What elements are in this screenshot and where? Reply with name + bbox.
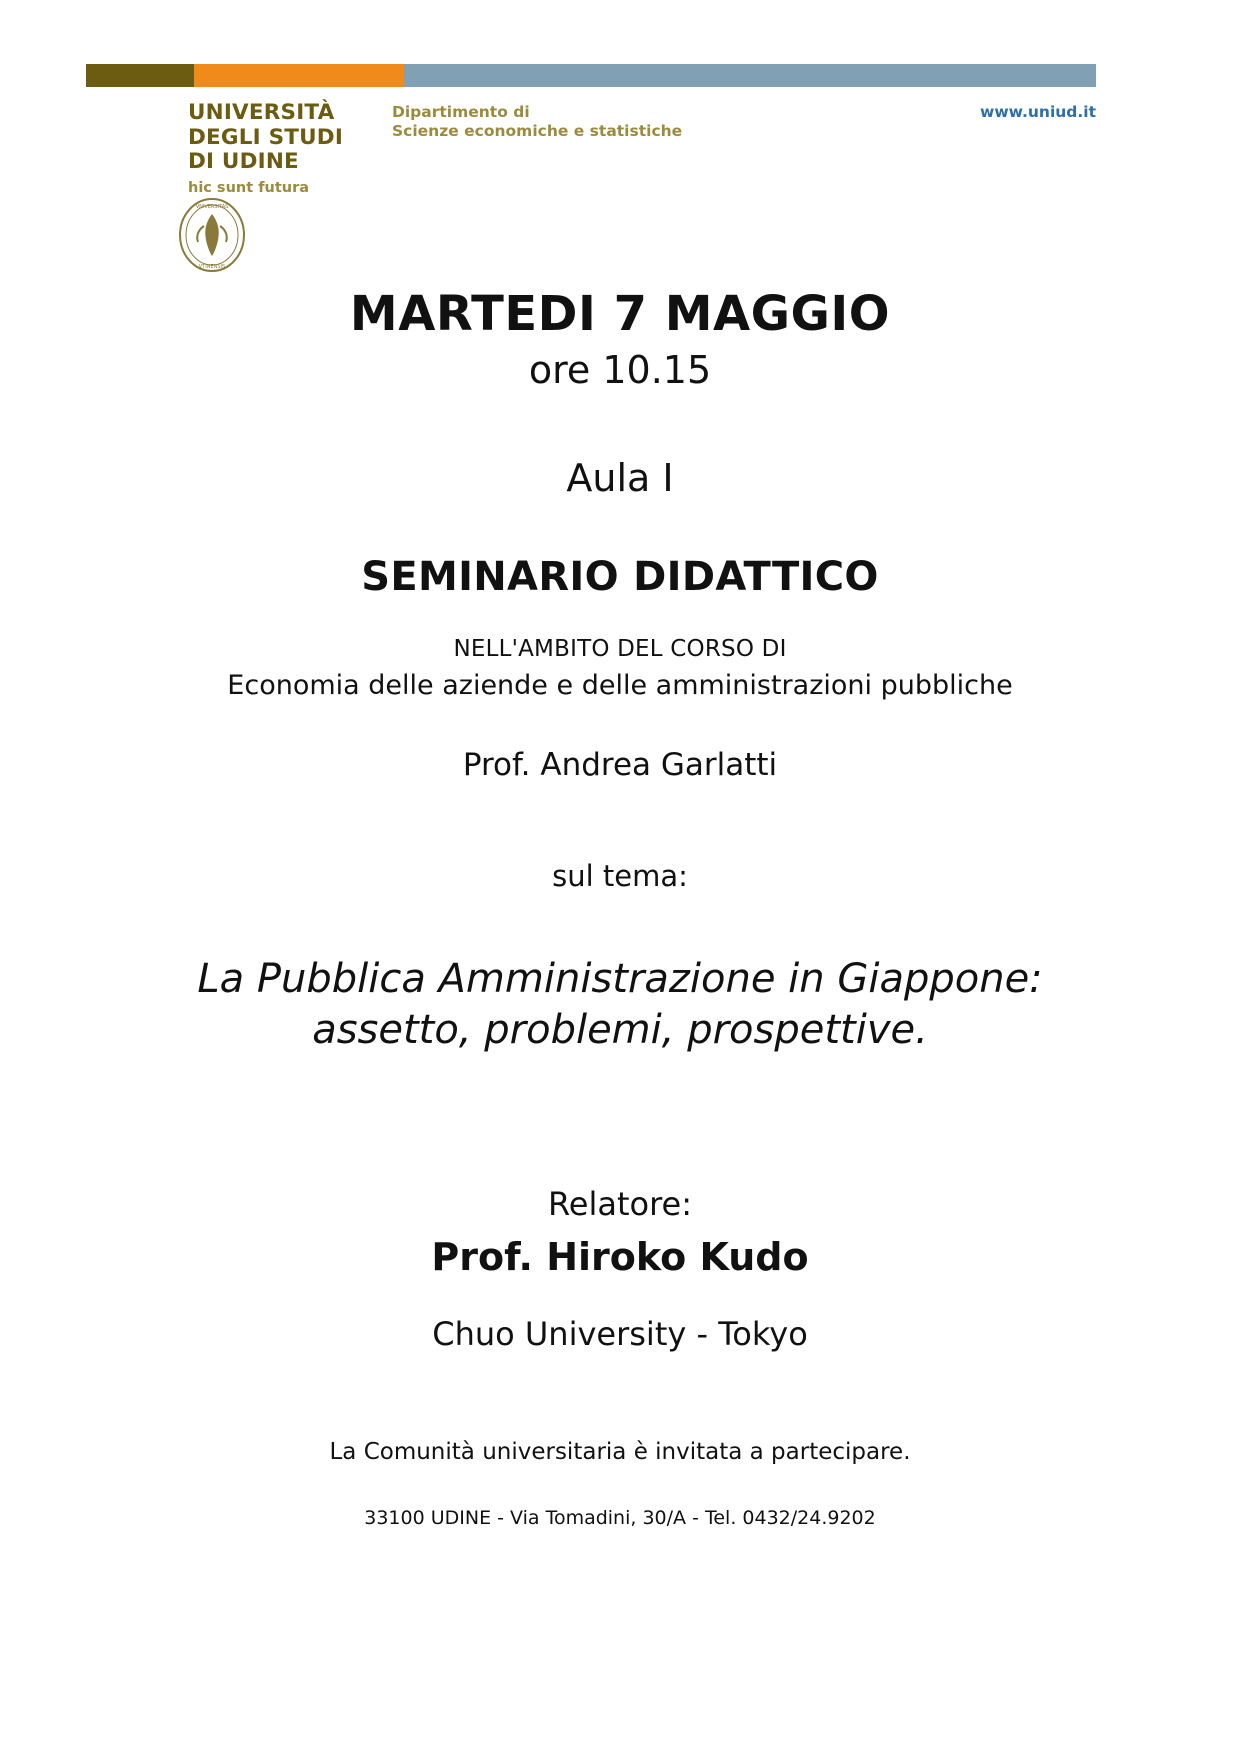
university-seal-icon	[170, 196, 254, 274]
color-bar-segment-orange	[194, 64, 404, 87]
svg-text:VNIVERSITAS: VNIVERSITAS	[195, 204, 229, 210]
department-line-2: Scienze economiche e statistiche	[392, 122, 683, 141]
event-date: MARTEDI 7 MAGGIO	[349, 286, 891, 342]
footer-address: 33100 UDINE - Via Tomadini, 30/A - Tel. 0432/24.9202	[364, 1506, 876, 1529]
poster-content	[0, 288, 1240, 1529]
university-name-line-2: DEGLI STUDI	[188, 124, 344, 150]
event-room: Aula I	[566, 455, 674, 500]
topic-label: sul tema:	[552, 859, 688, 894]
speaker-name: Prof. Hiroko Kudo	[431, 1234, 809, 1279]
invitation-text: La Comunità universitaria è invitata a partecipare.	[329, 1438, 911, 1465]
color-bar-segment-dark	[86, 64, 194, 87]
university-identity	[188, 101, 388, 196]
university-name-line-1: UNIVERSITÀ	[188, 100, 335, 125]
department-line-1: Dipartimento di	[392, 103, 530, 121]
topic-line-2: assetto, problemi, prospettive.	[312, 1007, 928, 1054]
course-name: Economia delle aziende e delle amministrazioni pubbliche	[227, 670, 1013, 702]
department-identity	[392, 103, 822, 142]
course-professor: Prof. Andrea Garlatti	[462, 747, 778, 784]
event-type: SEMINARIO DIDATTICO	[361, 554, 879, 601]
university-motto: hic sunt futura	[188, 179, 310, 196]
header-color-bar	[86, 64, 1096, 87]
event-time: ore 10.15	[528, 347, 712, 392]
university-name-line-3: DI UDINE	[188, 149, 299, 174]
color-bar-segment-blue	[404, 64, 1096, 87]
website-link[interactable]: www.uniud.it	[980, 103, 1096, 121]
svg-text:VTINENSIS: VTINENSIS	[198, 264, 226, 270]
speaker-affiliation: Chuo University - Tokyo	[432, 1314, 808, 1353]
topic-line-1: La Pubblica Amministrazione in Giappone:	[197, 956, 1043, 1003]
speaker-label: Relatore:	[547, 1184, 693, 1223]
course-context-label: NELL'AMBITO DEL CORSO DI	[453, 636, 787, 663]
